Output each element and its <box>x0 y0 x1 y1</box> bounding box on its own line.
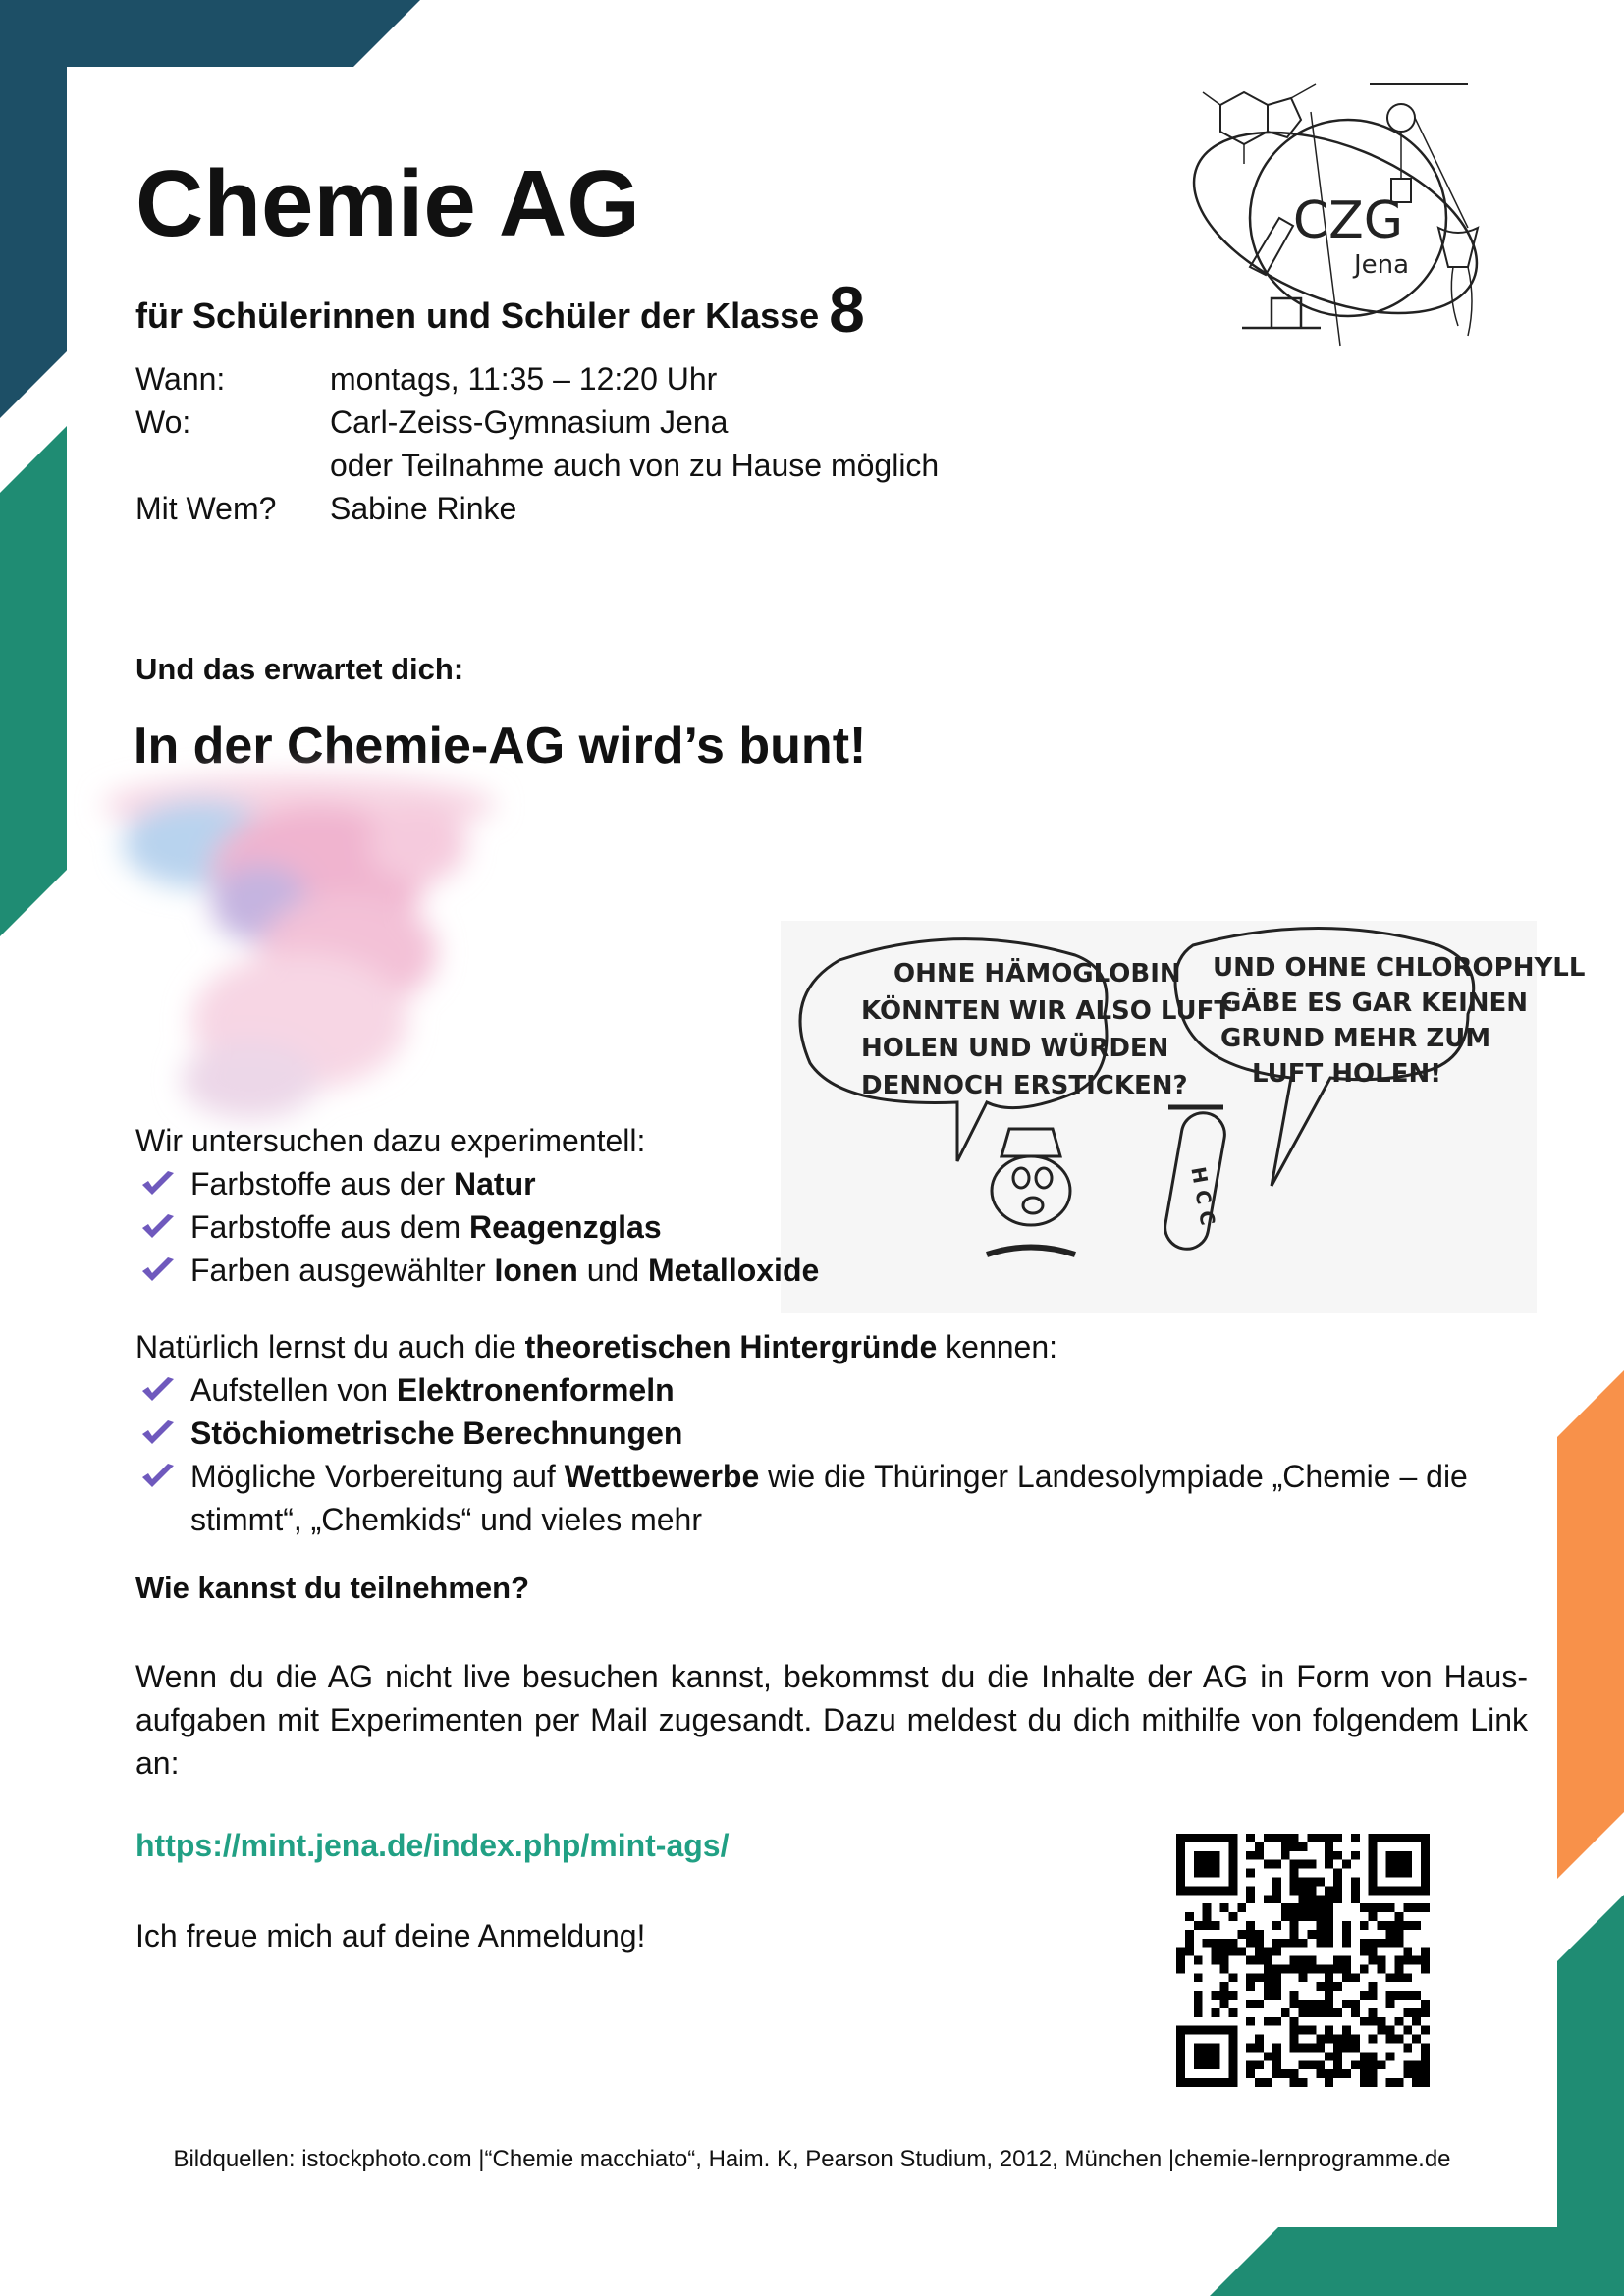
item-text: Aufstellen von <box>190 1372 397 1408</box>
info-value: Sabine Rinke <box>330 491 517 526</box>
experiments-section <box>135 1119 842 1292</box>
left-green-band <box>0 426 67 936</box>
list-item <box>135 1455 1528 1541</box>
bubble-right-line-2: GÄBE ES GAR KEINEN <box>1220 988 1529 1018</box>
experiments-intro: Wir untersuchen dazu experimentell: <box>135 1123 646 1158</box>
bubble-left-line-2: KÖNNTEN WIR ALSO LUFT <box>861 996 1232 1026</box>
info-label: Mit Wem? <box>135 491 277 526</box>
info-label: Wann: <box>135 361 226 397</box>
theory-section <box>135 1325 1528 1541</box>
item-bold: Reagenzglas <box>469 1209 662 1245</box>
checkmark-icon <box>139 1463 177 1492</box>
list-item <box>135 1368 1528 1412</box>
item-text: Farben ausgewählter <box>190 1253 495 1288</box>
info-value: oder Teilnahme auch von zu Hause möglich <box>330 448 940 483</box>
experiments-list <box>135 1162 842 1292</box>
info-label <box>135 444 330 487</box>
slogan-heading: In der Chemie-AG wird’s bunt! <box>134 718 867 774</box>
info-row-who <box>135 487 939 530</box>
item-bold: Natur <box>454 1166 536 1201</box>
info-row-when <box>135 357 939 400</box>
theory-intro-pre: Natürlich lernst du auch die <box>135 1329 525 1364</box>
item-text: Farbstoffe aus dem <box>190 1209 469 1245</box>
item-bold: Stöchiometrische Berechnungen <box>190 1415 683 1451</box>
list-item <box>135 1249 842 1292</box>
item-bold: Wettbewerbe <box>564 1459 760 1494</box>
bubble-right-line-4: LUFT HOLEN! <box>1252 1059 1442 1089</box>
qr-code-icon[interactable] <box>1176 1834 1430 2087</box>
item-text: Farbstoffe aus der <box>190 1166 454 1201</box>
info-label: Wo: <box>135 404 191 440</box>
theory-intro-bold: theoretischen Hintergründe <box>524 1329 938 1364</box>
checkmark-icon <box>139 1419 177 1449</box>
tube-text: H C C <box>1186 1164 1220 1228</box>
participate-text: Wenn du die AG nicht live besuchen kannst, bekommst du die Inhalte der AG in Form von Haus-aufgaben mit Experimenten per Mail zugesandt. Dazu meldest du dich mithilfe von folgendem Link an: <box>135 1659 1528 1781</box>
bubble-left-line-3: HOLEN UND WÜRDEN <box>861 1034 1169 1063</box>
info-value: montags, 11:35 – 12:20 Uhr <box>330 361 718 397</box>
item-bold: Elektronenformeln <box>396 1372 675 1408</box>
page-title: Chemie AG <box>135 151 640 256</box>
school-logo <box>1173 71 1497 365</box>
image-sources-footer: Bildquellen: istockphoto.com |“Chemie macchiato“, Haim. K, Pearson Studium, 2012, München |chemie-lernprogramme.de <box>173 2146 1451 2172</box>
theory-intro-post: kennen: <box>937 1329 1058 1364</box>
item-text: wie die Thüringer Landesolympiade „Chemie – die stimmt“, „Chemkids“ und vieles mehr <box>190 1459 1468 1537</box>
checkmark-icon <box>139 1376 177 1406</box>
signup-link[interactable]: https://mint.jena.de/index.php/mint-ags/ <box>135 1828 730 1863</box>
list-item <box>135 1205 842 1249</box>
expect-heading: Und das erwartet dich: <box>135 652 464 686</box>
checkmark-icon <box>139 1256 177 1286</box>
theory-list <box>135 1368 1528 1541</box>
logo-text: CZG <box>1292 191 1404 250</box>
item-bold: Ionen <box>494 1253 578 1288</box>
grade-number: 8 <box>829 273 865 346</box>
bubble-left-line-1: OHNE HÄMOGLOBIN <box>893 959 1181 988</box>
bubble-right-line-1: UND OHNE CHLOROPHYLL <box>1213 953 1586 983</box>
theory-intro <box>135 1325 1528 1368</box>
right-orange-band <box>1557 1370 1624 1879</box>
closing-text: Ich freue mich auf deine Anmeldung! <box>135 1918 646 1953</box>
info-row-where <box>135 400 939 444</box>
item-text: und <box>577 1253 649 1288</box>
list-item <box>135 1162 842 1205</box>
info-row-where-alt <box>135 444 939 487</box>
subtitle-text: für Schülerinnen und Schüler der Klasse <box>135 295 820 336</box>
item-text: Mögliche Vorbereitung auf <box>190 1459 565 1494</box>
ink-cloud-image <box>93 785 525 1129</box>
bubble-right-line-3: GRUND MEHR ZUM <box>1220 1024 1491 1053</box>
list-item <box>135 1412 1528 1455</box>
checkmark-icon <box>139 1213 177 1243</box>
info-block <box>135 357 939 530</box>
info-value: Carl-Zeiss-Gymnasium Jena <box>330 404 729 440</box>
logo-city: Jena <box>1353 250 1410 280</box>
page-subtitle <box>135 275 865 350</box>
chemistry-cartoon <box>781 921 1586 1313</box>
bubble-left-line-4: DENNOCH ERSTICKEN? <box>861 1071 1188 1100</box>
checkmark-icon <box>139 1170 177 1200</box>
participate-heading: Wie kannst du teilnehmen? <box>135 1571 530 1605</box>
item-bold: Metalloxide <box>648 1253 820 1288</box>
